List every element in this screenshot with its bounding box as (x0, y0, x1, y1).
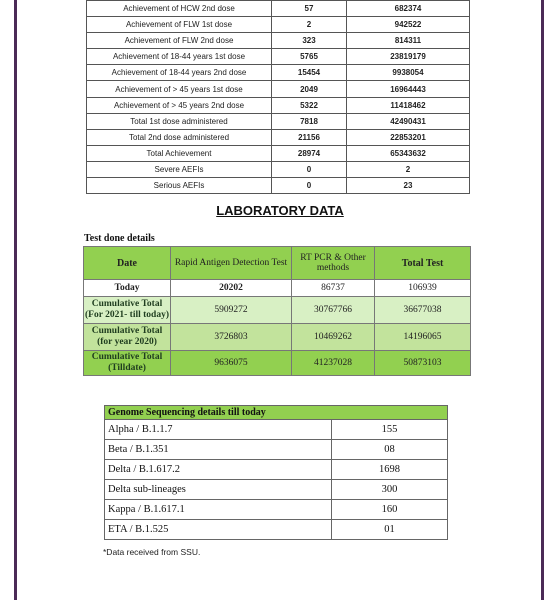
rtpcr-value: 10469262 (292, 324, 375, 351)
row-label: Achievement of > 45 years 1st dose (87, 81, 272, 97)
table-row (87, 33, 470, 49)
today-value: 7818 (272, 113, 347, 129)
cumulative-value: 9938054 (347, 65, 470, 81)
today-value: 15454 (272, 65, 347, 81)
variant-name: Kappa / B.1.617.1 (105, 500, 332, 520)
table-row (87, 178, 470, 194)
today-value: 5765 (272, 49, 347, 65)
table-row (105, 440, 448, 460)
table-row (87, 129, 470, 145)
table-row (105, 460, 448, 480)
today-value: 2049 (272, 81, 347, 97)
table-row (87, 49, 470, 65)
variant-name: Delta sub-lineages (105, 480, 332, 500)
today-value: 0 (272, 178, 347, 194)
row-label: Severe AEFIs (87, 161, 272, 177)
table-row (87, 145, 470, 161)
table-header-row (84, 247, 471, 280)
rtpcr-value: 86737 (292, 280, 375, 297)
row-label: Cumulative Total (Tilldate) (84, 351, 171, 376)
header-rtpcr: RT PCR & Other methods (292, 247, 375, 280)
row-label: Achievement of 18-44 years 2nd dose (87, 65, 272, 81)
variant-name: Beta / B.1.351 (105, 440, 332, 460)
variant-count: 155 (332, 420, 448, 440)
rapid-value: 5909272 (171, 297, 292, 324)
cumulative-value: 2 (347, 161, 470, 177)
cumulative-value: 11418462 (347, 97, 470, 113)
laboratory-table (83, 246, 471, 376)
row-label: Achievement of 18-44 years 1st dose (87, 49, 272, 65)
row-label: Achievement of FLW 2nd dose (87, 33, 272, 49)
table-row (87, 97, 470, 113)
page-border-left (14, 0, 17, 600)
today-value: 323 (272, 33, 347, 49)
cumulative-value: 65343632 (347, 145, 470, 161)
today-value: 0 (272, 161, 347, 177)
table-row (87, 1, 470, 17)
table-row (84, 280, 471, 297)
today-value: 21156 (272, 129, 347, 145)
row-label: Total 1st dose administered (87, 113, 272, 129)
table-row (105, 500, 448, 520)
rapid-value: 9636075 (171, 351, 292, 376)
cumulative-value: 16964443 (347, 81, 470, 97)
row-label: Achievement of FLW 1st dose (87, 17, 272, 33)
variant-count: 01 (332, 520, 448, 540)
rapid-value: 20202 (171, 280, 292, 297)
table-row (87, 161, 470, 177)
variant-count: 300 (332, 480, 448, 500)
table-row (87, 17, 470, 33)
today-value: 28974 (272, 145, 347, 161)
row-label: Total 2nd dose administered (87, 129, 272, 145)
total-value: 14196065 (375, 324, 471, 351)
variant-name: Alpha / B.1.1.7 (105, 420, 332, 440)
table-row (87, 65, 470, 81)
table-header-row (105, 406, 448, 420)
variant-name: ETA / B.1.525 (105, 520, 332, 540)
row-label: Achievement of HCW 2nd dose (87, 1, 272, 17)
total-value: 106939 (375, 280, 471, 297)
today-value: 5322 (272, 97, 347, 113)
row-label: Serious AEFIs (87, 178, 272, 194)
cumulative-value: 682374 (347, 1, 470, 17)
table-row (105, 520, 448, 540)
cumulative-value: 814311 (347, 33, 470, 49)
row-label: Cumulative Total (For 2021- till today) (84, 297, 171, 324)
footnote: *Data received from SSU. (103, 547, 201, 557)
vaccination-table (86, 0, 470, 194)
rapid-value: 3726803 (171, 324, 292, 351)
variant-name: Delta / B.1.617.2 (105, 460, 332, 480)
row-label: Achievement of > 45 years 2nd dose (87, 97, 272, 113)
genome-sequencing-table (104, 405, 448, 540)
cumulative-value: 23 (347, 178, 470, 194)
genome-table-title: Genome Sequencing details till today (105, 406, 448, 420)
rtpcr-value: 41237028 (292, 351, 375, 376)
today-value: 57 (272, 1, 347, 17)
lab-table-caption: Test done details (84, 233, 155, 244)
total-value: 36677038 (375, 297, 471, 324)
table-row (87, 113, 470, 129)
row-label: Today (84, 280, 171, 297)
table-row (87, 81, 470, 97)
table-row (84, 324, 471, 351)
variant-count: 1698 (332, 460, 448, 480)
variant-count: 08 (332, 440, 448, 460)
page-border-right (541, 0, 544, 600)
cumulative-value: 23819179 (347, 49, 470, 65)
row-label: Cumulative Total (for year 2020) (84, 324, 171, 351)
cumulative-value: 42490431 (347, 113, 470, 129)
table-row (84, 351, 471, 376)
table-row (105, 480, 448, 500)
table-row (105, 420, 448, 440)
header-rapid: Rapid Antigen Detection Test (171, 247, 292, 280)
today-value: 2 (272, 17, 347, 33)
rtpcr-value: 30767766 (292, 297, 375, 324)
total-value: 50873103 (375, 351, 471, 376)
laboratory-title: LABORATORY DATA (216, 203, 344, 218)
variant-count: 160 (332, 500, 448, 520)
header-date: Date (84, 247, 171, 280)
cumulative-value: 942522 (347, 17, 470, 33)
row-label: Total Achievement (87, 145, 272, 161)
table-row (84, 297, 471, 324)
header-total: Total Test (375, 247, 471, 280)
cumulative-value: 22853201 (347, 129, 470, 145)
